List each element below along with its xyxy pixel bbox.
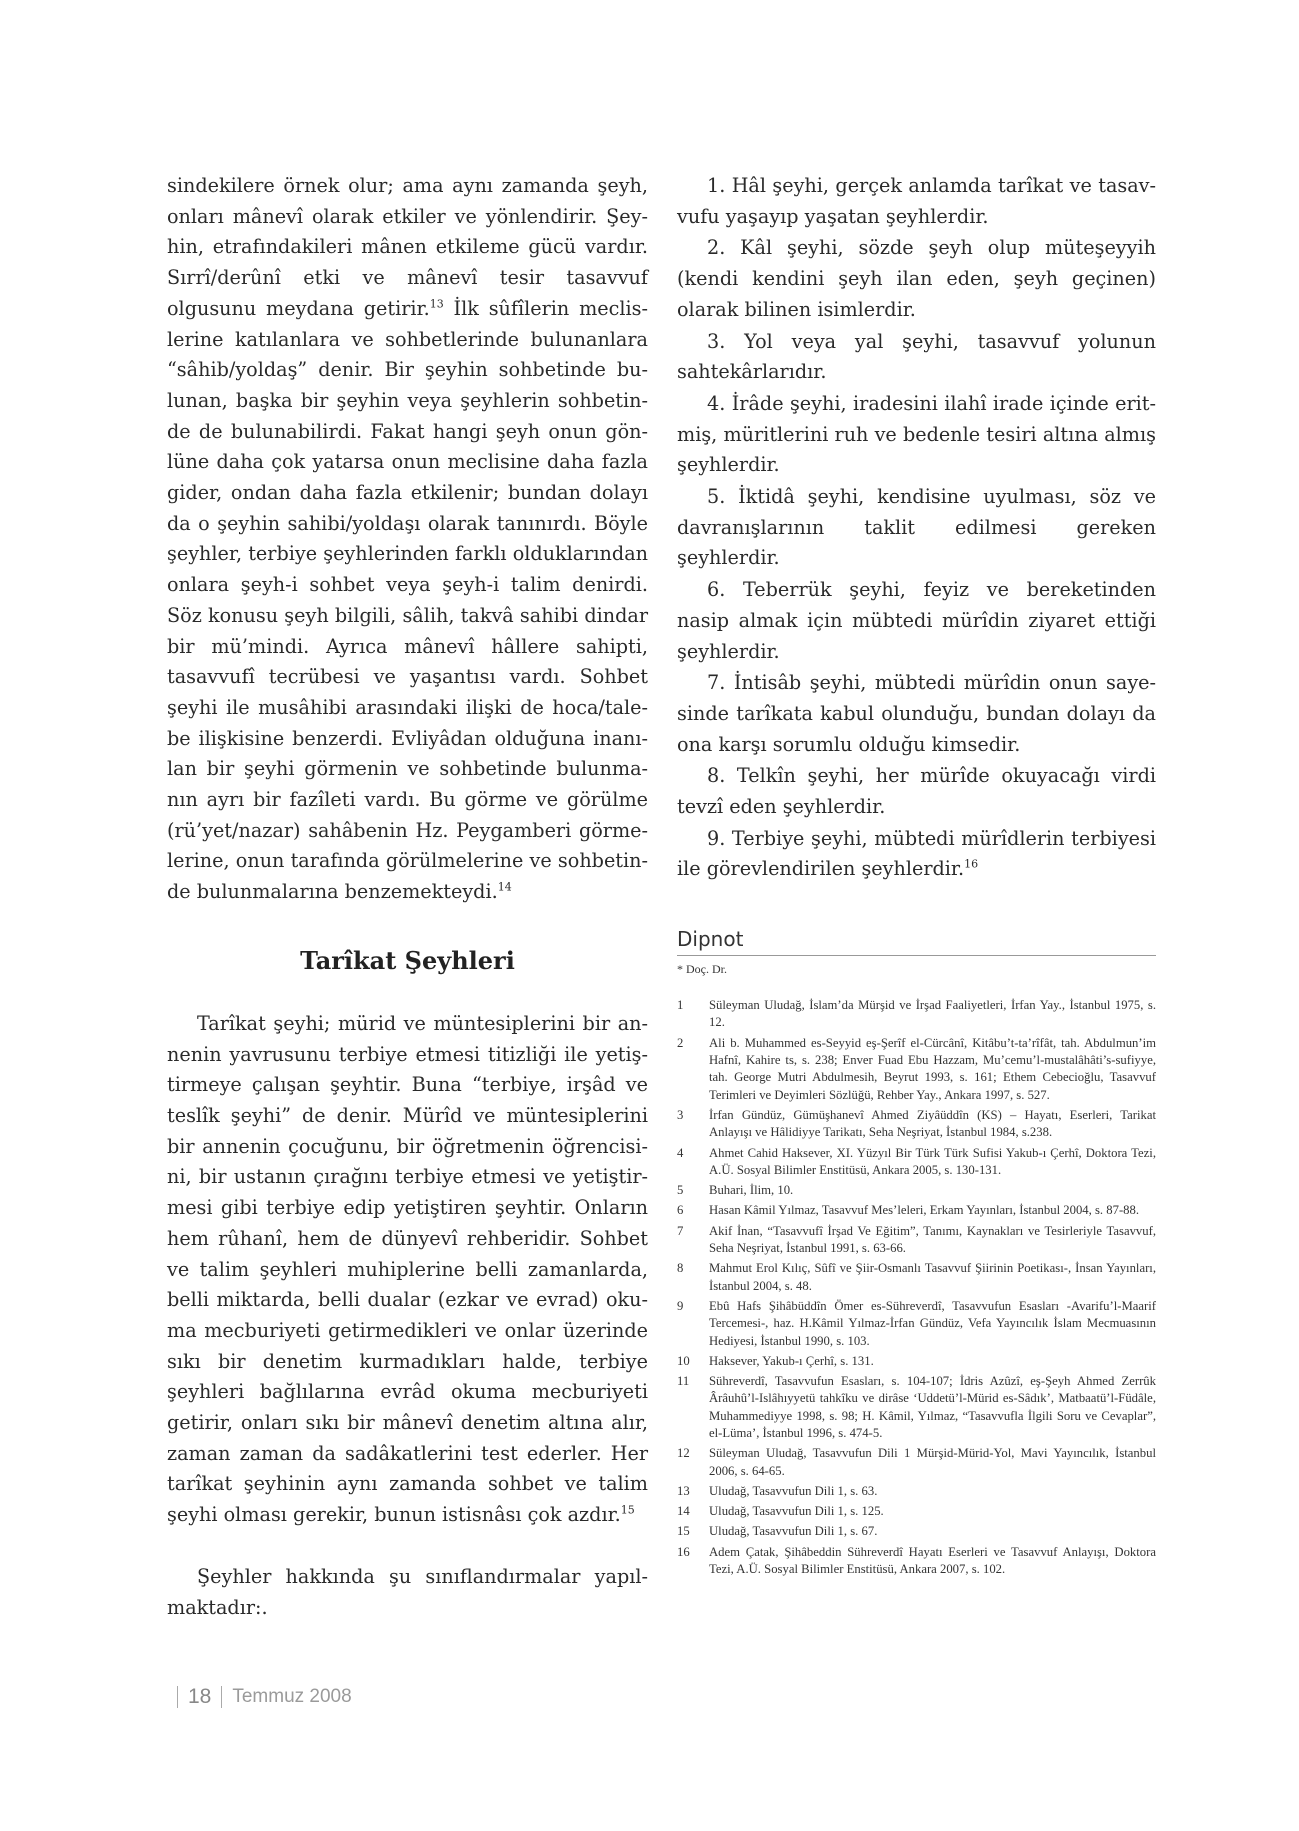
footnote-number: 4 (677, 1145, 684, 1160)
section-heading: Tarîkat Şeyhleri (300, 945, 515, 975)
footnote-text: Akif İnan, “Tasavvufî İrşad Ve Eğitim”, Tanımı, Kaynakları ve Tesirleriyle Tasavvuf, Seha Neşriyat, İstanbul 1991, s. 63-66. (709, 1223, 1156, 1256)
footnote-number: 8 (677, 1261, 684, 1276)
footnote-number: 15 (677, 1524, 690, 1539)
footnote-item (677, 1373, 1156, 1442)
footer-divider (177, 1686, 178, 1708)
footnotes-title: Dipnot (677, 927, 1156, 956)
footnote-number: 6 (677, 1203, 684, 1218)
footnote-number: 13 (677, 1483, 690, 1498)
footnotes-list (677, 997, 1156, 1578)
classification-item-text: 2. Kâl şeyhi, sözde şeyh olup müteşeyyih (kendi kendini şeyh ilan eden, şeyh geçinen) olarak bilinen isimlerdir. (677, 236, 1156, 321)
footnote-item (677, 997, 1156, 1032)
classification-item-text: 8. Telkîn şeyhi, her mürîde okuyacağı virdi tevzî eden şeyhlerdir. (677, 764, 1156, 819)
footnote-number: 11 (677, 1374, 690, 1389)
classification-item-text: 5. İktidâ şeyhi, kendisine uyulması, söz ve davranışlarının taklit edilmesi gereken şeyhlerdir. (677, 485, 1156, 570)
classification-item-text: 1. Hâl şeyhi, gerçek anlamda tarîkat ve tasavvufu yaşayıp yaşatan şeyhlerdir. (677, 174, 1156, 228)
spacer (167, 1531, 648, 1562)
footnote-text: Uludağ, Tasavvufun Dili 1, s. 63. (709, 1483, 878, 1498)
footnote-text: Ahmet Cahid Haksever, XI. Yüzyıl Bir Türk Türk Sufisi Yakub-ı Çerhî, Doktora Tezi, A.Ü. Sosyal Bilimler Enstitüsü, Ankara 2005, s. 130-131. (709, 1145, 1156, 1177)
classification-item-text: 4. İrâde şeyhi, iradesini ilahî irade içinde eritmiş, müritlerini ruh ve bedenle tesiri altına almış şeyhlerdir. (677, 391, 1156, 477)
classification-list (677, 171, 1156, 885)
footnote-item (677, 1353, 1156, 1370)
paragraph-sohbet-seyhi (167, 171, 648, 908)
footnote-text: Uludağ, Tasavvufun Dili 1, s. 67. (709, 1524, 878, 1539)
classification-item (677, 575, 1156, 667)
footnote-number: 7 (677, 1223, 684, 1238)
footnote-ref-15[interactable]: 15 (620, 1503, 635, 1517)
paragraph-text: İlk sûfîlerin meclislerine katılanlara ve sohbetlerinde bulunanlara “sâhib/yoldaş” denir. Bir şeyhin sohbetinde bulunan, başka bir şeyhin veya şeyhlerin sohbetinde de bulunabilirdi. Fakat hangi şeyh onun gönlüne daha çok yatarsa onun meclisine daha fazla gider, ondan daha fazla etkilenir; bundan dolayı da o şeyhin sahibi/yoldaşı olarak tanınırdı. Böyle şeyhler, terbiye şeyhlerinden farklı olduklarından onlara şeyh-i sohbet veya şeyh-i talim denirdi. Söz konusu şeyh bilgili, sâlih, takvâ sahibi dindar bir mü’mindi. Ayrıca mânevî hâllere sahipti, tasavvufî tecrübesi ve yaşantısı vardı. Sohbet şeyhi ile musâhibi arasındaki ilişki de hoca/talebe ilişkisine benzerdi. Evliyâdan olduğuna inanılan bir şeyhi görmenin ve sohbetinde bulunmanın ayrı bir fazîleti vardı. Bu görme ve görülme (rü’yet/nazar) sahâbenin Hz. Peygamberi görmelerine, onun tarafında görülmelerine ve sohbetinde bulunmalarına benzemekteydi. (167, 296, 648, 904)
footer-divider (221, 1686, 222, 1708)
footnote-text: Buhari, İlim, 10. (709, 1183, 794, 1198)
paragraph-classification-intro: Şeyhler hakkında şu sınıflandırmalar yapılmaktadır:. (167, 1564, 648, 1619)
footnote-text: İrfan Gündüz, Gümüşhanevî Ahmed Ziyâüddîn (KS) – Hayatı, Eserleri, Tarikat Anlayışı ve Hâlidiyye Tarikatı, Seha Neşriyat, İstanbul 1984, s.238. (709, 1107, 1156, 1140)
footnote-item (677, 1260, 1156, 1295)
footnote-number: 9 (677, 1298, 684, 1313)
footnote-item (677, 1445, 1156, 1480)
author-note: * Doç. Dr. (677, 962, 727, 977)
footnote-text: Adem Çatak, Şihâbeddin Sühreverdî Hayatı Eserleri ve Tasavvuf Anlayışı, Doktora Tezi, A.Ü. Sosyal Bilimler Enstitüsü, Ankara 2007, s. 102. (709, 1544, 1156, 1577)
footnote-number: 12 (677, 1446, 690, 1461)
footnote-text: Sühreverdî, Tasavvufun Esasları, s. 104-107; İdris Azûzî, eş-Şeyh Ahmed Zerrûk Ârâuhû’l-Islâhıyyetü tahkîku ve dirâse ‘Uddetü’l-Mürid es-Sâdık’, Matbaatü’l-Füdâle, Muhammediyye 1998, s. 98; H. Kâmil, Yılmaz, “Tasavvufla İlgili Soru ve Cevaplar”, el-Lüma’, İstanbul 1996, s. 474-5. (709, 1374, 1156, 1440)
footnote-item (677, 1223, 1156, 1258)
footnote-item (677, 1202, 1156, 1219)
classification-item (677, 389, 1156, 481)
classification-item (677, 482, 1156, 574)
footnote-item (677, 1107, 1156, 1142)
classification-item-text: 9. Terbiye şeyhi, mübtedi mürîdlerin terbiyesi ile görevlendirilen şeyhlerdir. (677, 826, 1156, 881)
footnote-number: 10 (677, 1353, 690, 1368)
classification-item (677, 233, 1156, 325)
footnote-text: Süleyman Uludağ, İslam’da Mürşid ve İrşad Faaliyetleri, İrfan Yay., İstanbul 1975, s. 12. (709, 998, 1156, 1030)
classification-item (677, 668, 1156, 760)
footnote-item (677, 1544, 1156, 1579)
footnote-number: 14 (677, 1504, 690, 1519)
footnote-text: Süleyman Uludağ, Tasavvufun Dili 1 Mürşid-Mürid-Yol, Mavi Yayıncılık, İstanbul 2006, s. 64-65. (709, 1446, 1156, 1478)
classification-item-text: 7. İntisâb şeyhi, mübtedi mürîdin onun sayesinde tarîkata kabul olunduğu, bundan dolayı da ona karşı sorumlu olduğu kimsedir. (677, 671, 1156, 756)
page-footer (167, 1685, 352, 1709)
footnote-ref-16[interactable]: 16 (964, 858, 979, 872)
footnote-item (677, 1298, 1156, 1350)
classification-item-text: 6. Teberrük şeyhi, feyiz ve bereketinden nasip almak için mübtedi mürîdin ziyaret ettiği şeyhlerdir. (677, 578, 1156, 663)
footnote-text: Mahmut Erol Kılıç, Sûfî ve Şiir-Osmanlı Tasavvuf Şiirinin Poetikası-, İnsan Yayınları, İstanbul 2004, s. 48. (709, 1261, 1156, 1293)
footnote-item (677, 1503, 1156, 1520)
footnote-text: Ali b. Muhammed es-Seyyid eş-Şerîf el-Cürcânî, Kitâbu’t-ta’rîfât, tah. Abdulmun’im Hafnî, Kahire ts, s. 238; Enver Fuad Ebu Hazzam, Mu’cemu’l-mustalâhâti’s-sufiyye, tah. George Mutri Abdulmesih, Beyrut 1993, s. 161; Ethem Cebecioğlu, Tasavvuf Terimleri ve Deyimleri Sözlüğü, Rehber Yay., Ankara 1997, s. 527. (709, 1035, 1156, 1102)
paragraph-tarikat-seyhi (167, 1009, 648, 1531)
footnote-item (677, 1145, 1156, 1180)
footnote-item (677, 1035, 1156, 1104)
footnote-item (677, 1523, 1156, 1540)
footnote-item (677, 1483, 1156, 1500)
footnote-ref-13[interactable]: 13 (429, 297, 444, 311)
classification-item (677, 327, 1156, 388)
footnote-text: Ebû Hafs Şihâbüddîn Ömer es-Sühreverdî, Tasavvufun Esasları -Avarifu’l-Maarif Tercemesi-, haz. H.Kâmil Yılmaz-İrfan Gündüz, Vefa Yayıncılık İslam Mecmuasının Hediyesi, İstanbul 1990, s. 103. (709, 1298, 1156, 1348)
classification-item (677, 824, 1156, 885)
left-column (167, 171, 648, 1623)
footnote-number: 2 (677, 1035, 684, 1050)
classification-item-text: 3. Yol veya yal şeyhi, tasavvuf yolunun sahtekârlarıdır. (677, 329, 1156, 384)
right-column (677, 171, 1156, 1581)
classification-item (677, 171, 1156, 232)
footnote-number: 5 (677, 1183, 684, 1198)
footnote-number: 16 (677, 1544, 690, 1559)
page-number: 18 (188, 1685, 212, 1708)
paragraph-text: Tarîkat şeyhi; mürid ve müntesiplerini bir annenin yavrusunu terbiye etmesi titizliği ile yetiştirmeye çalışan şeyhtir. Buna “terbiye, irşâd ve teslîk şeyhi” de denir. Mürîd ve müntesiplerini bir annenin çocuğunu, bir öğretmenin öğrencisini, bir ustanın çırağını terbiye etmesi ve yetiştirmesi gibi terbiye edip yetiştiren şeyhtir. Onların hem rûhanî, hem de dünyevî rehberidir. Sohbet ve talim şeyhleri muhiplerine belli zamanlarda, belli miktarda, belli dualar (ezkar ve evrad) okuma mecburiyeti getirmedikleri ve onlar üzerinde sıkı bir denetim kurmadıkları halde, terbiye şeyhleri bağlılarına evrâd okuma mecburiyeti getirir, onları sıkı bir mânevî denetim altına alır, zaman zaman da sadâkatlerini test ederler. Her tarîkat şeyhinin aynı zamanda sohbet ve talim şeyhi olması gerekir, bunun istisnâsı çok azdır. (167, 1011, 648, 1527)
footnote-item (677, 1182, 1156, 1199)
footnote-number: 1 (677, 998, 684, 1013)
footnote-ref-14[interactable]: 14 (497, 880, 512, 894)
footnote-number: 3 (677, 1107, 684, 1122)
classification-item (677, 761, 1156, 822)
paragraph-text: sindekilere örnek olur; ama aynı zamanda şeyh, onları mânevî olarak etkiler ve yönlendirir. Şeyhin, etrafındakileri mânen etkileme gücü vardır. Sırrî/derûnî etki ve mânevî tesir tasavvuf olgusunu meydana getirir. (167, 174, 648, 320)
footnote-text: Hasan Kâmil Yılmaz, Tasavvuf Mes’leleri, Erkam Yayınları, İstanbul 2004, s. 87-88. (709, 1203, 1140, 1218)
issue-date: Temmuz 2008 (232, 1686, 352, 1707)
footnote-text: Uludağ, Tasavvufun Dili 1, s. 125. (709, 1504, 884, 1519)
footnote-text: Haksever, Yakub-ı Çerhî, s. 131. (709, 1353, 874, 1368)
